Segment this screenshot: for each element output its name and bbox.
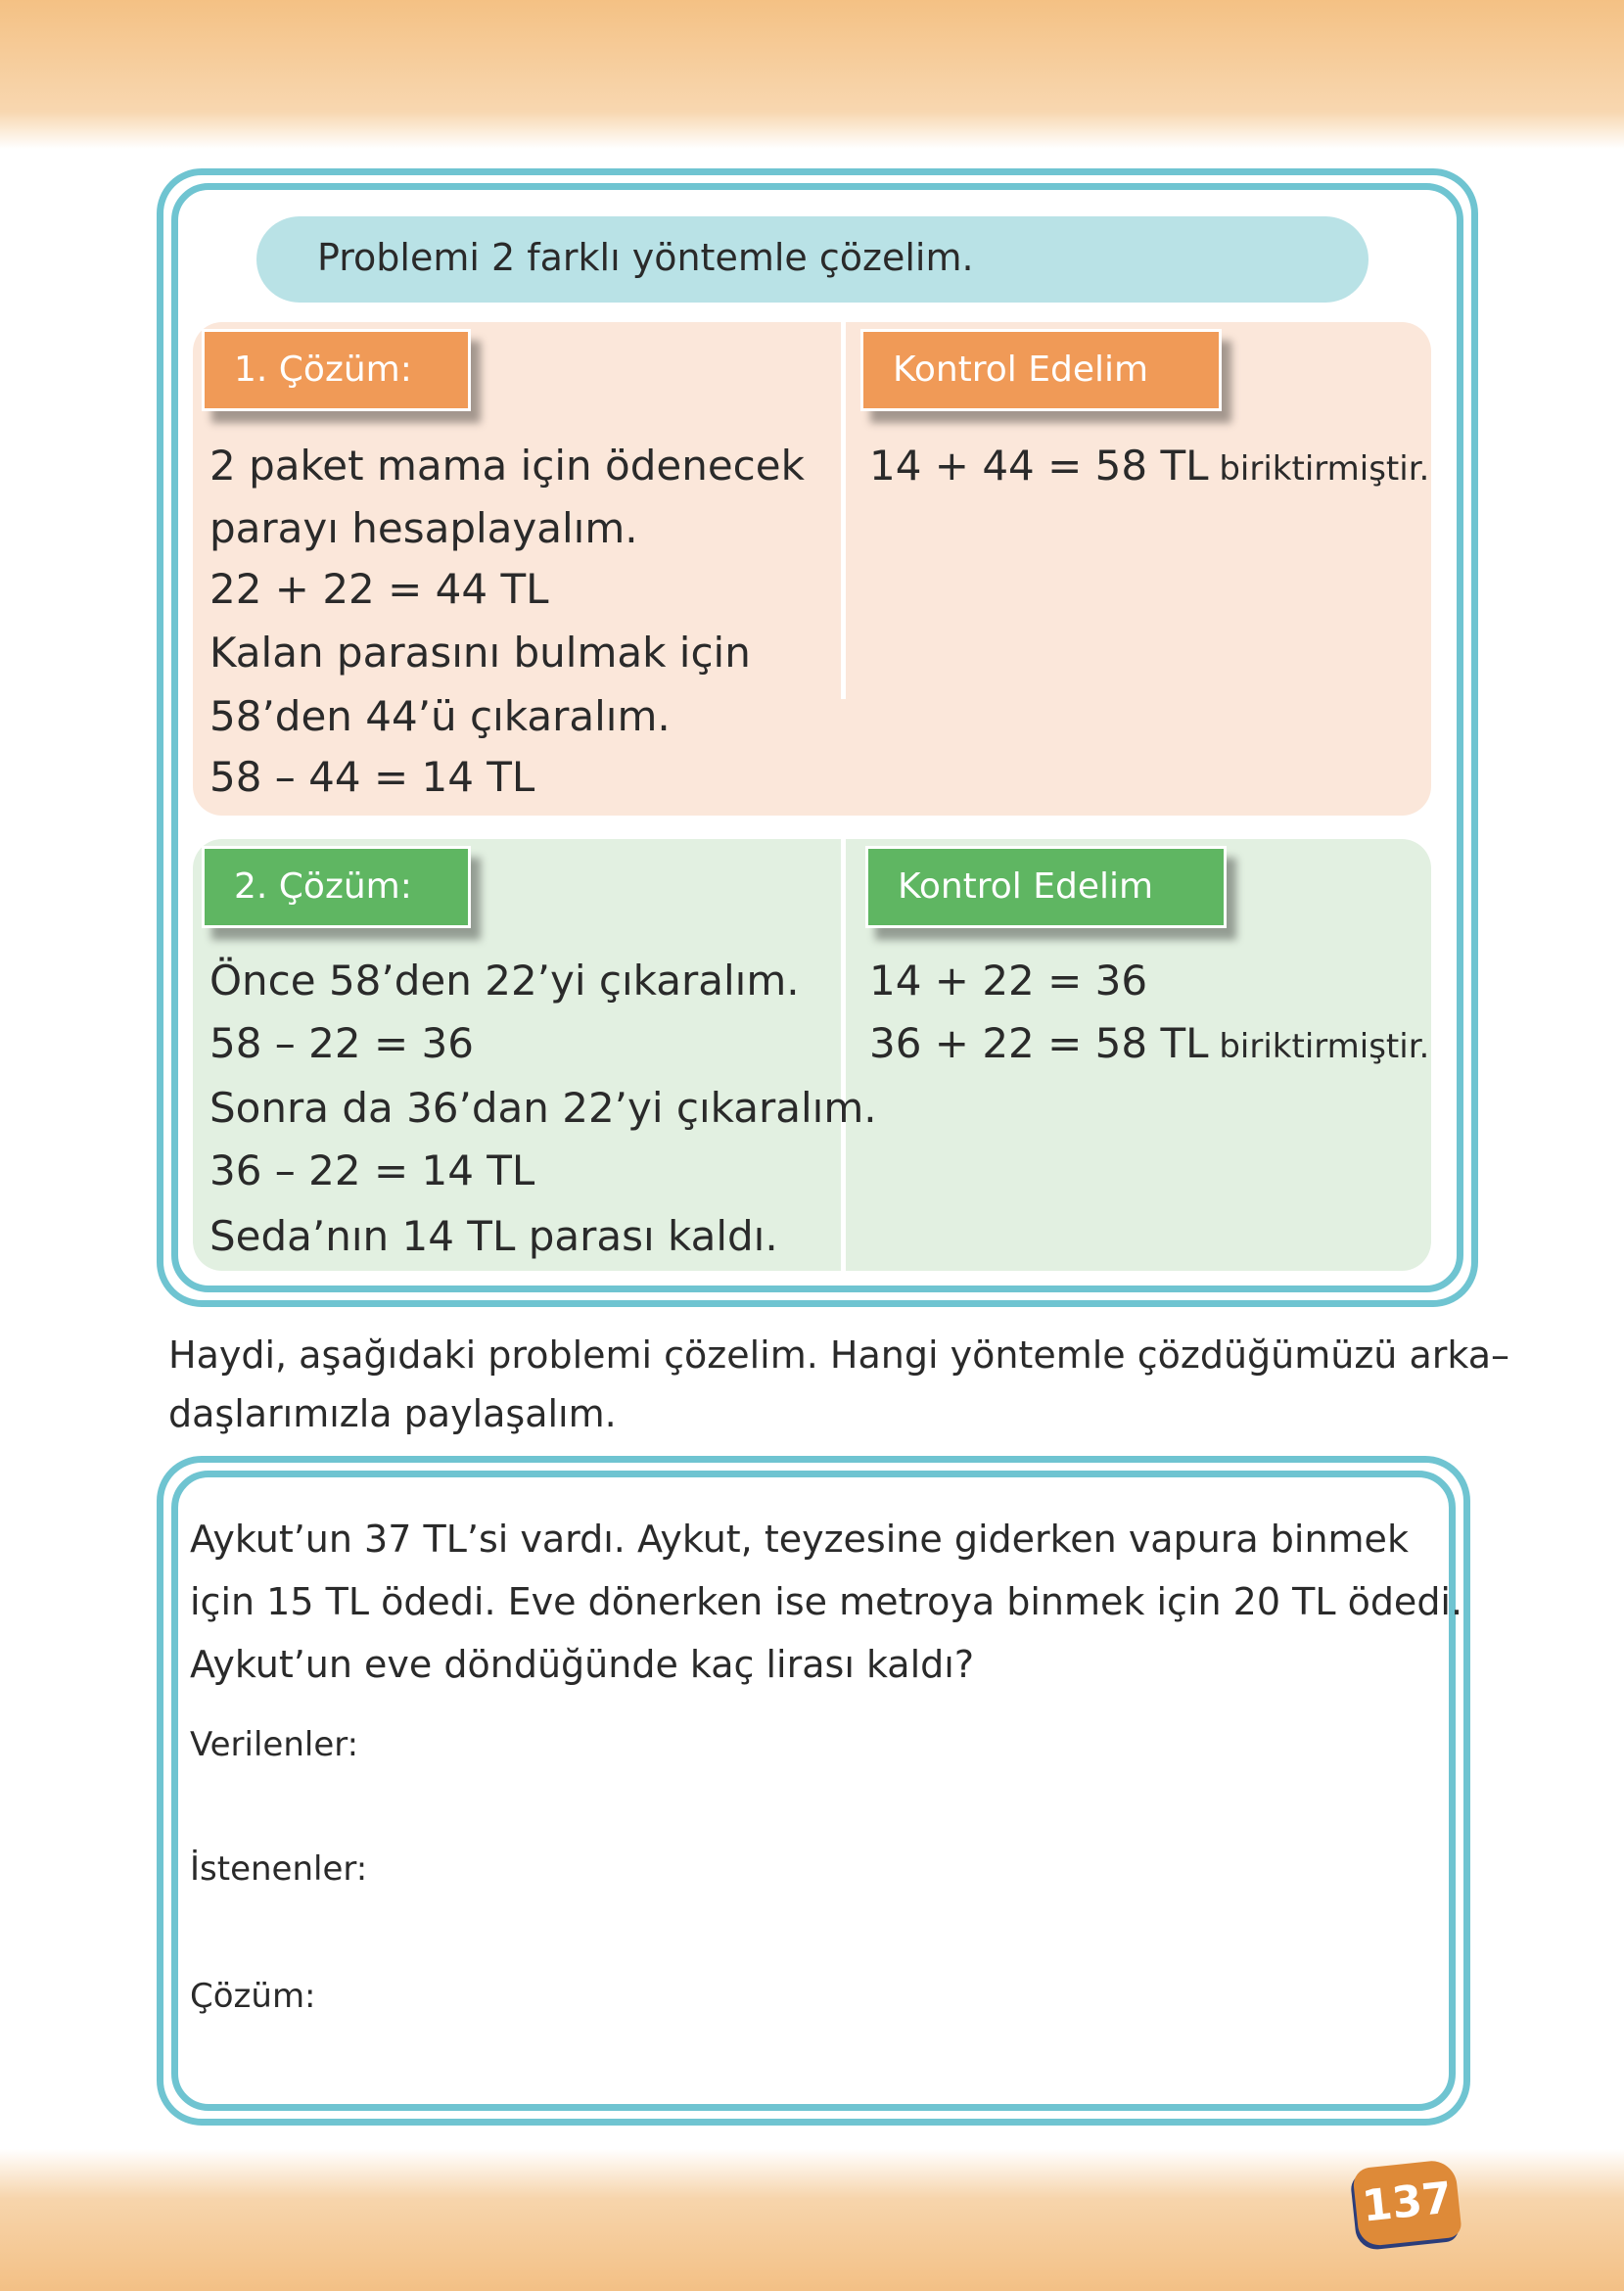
check-line: 14 + 22 = 36	[869, 957, 1148, 1005]
text-line: Sonra da 36’dan 22’yi çıkaralım.	[209, 1084, 877, 1132]
text-line: Seda’nın 14 TL parası kaldı.	[209, 1212, 778, 1260]
text-line: Kalan parasını bulmak için	[209, 629, 751, 677]
text-line: 22 + 22 = 44 TL	[209, 565, 549, 613]
text-line: 58 – 44 = 14 TL	[209, 753, 535, 801]
check-line: 36 + 22 = 58 TL biriktirmiştir.	[869, 1019, 1430, 1067]
check-line: 14 + 44 = 58 TL biriktirmiştir.	[869, 442, 1430, 490]
instruction-line: daşlarımızla paylaşalım.	[168, 1392, 617, 1435]
text-line: 2 paket mama için ödenecek	[209, 442, 805, 490]
problem-line: için 15 TL ödedi. Eve dönerken ise metroya binmek için 20 TL ödedi.	[190, 1580, 1463, 1623]
text-line: Önce 58’den 22’yi çıkaralım.	[209, 957, 800, 1005]
problem-line: Aykut’un eve döndüğünde kaç lirası kaldı?	[190, 1643, 974, 1686]
header-band	[0, 0, 1624, 149]
solution-label: Çözüm:	[190, 1977, 316, 2016]
asked-label: İstenenler:	[190, 1849, 368, 1889]
text-line: 58 – 22 = 36	[209, 1019, 474, 1067]
check-1-label: Kontrol Edelim	[860, 329, 1222, 411]
solution-1-label: 1. Çözüm:	[202, 329, 471, 411]
given-label: Verilenler:	[190, 1725, 359, 1764]
problem-line: Aykut’un 37 TL’si vardı. Aykut, teyzesine giderken vapura binmek	[190, 1518, 1409, 1561]
divider	[841, 322, 846, 699]
text-line: 36 – 22 = 14 TL	[209, 1146, 535, 1194]
text-line: 58’den 44’ü çıkaralım.	[209, 692, 671, 740]
instruction-line: Haydi, aşağıdaki problemi çözelim. Hangi yöntemle çözdüğümüzü arka–	[168, 1333, 1509, 1377]
check-2-label: Kontrol Edelim	[865, 846, 1227, 928]
divider	[841, 839, 846, 1271]
solution-2-label: 2. Çözüm:	[202, 846, 471, 928]
page-number: 137	[1352, 2159, 1462, 2248]
text-line: parayı hesaplayalım.	[209, 504, 638, 552]
section-title: Problemi 2 farklı yöntemle çözelim.	[317, 236, 974, 279]
section-title-banner	[256, 216, 1369, 303]
